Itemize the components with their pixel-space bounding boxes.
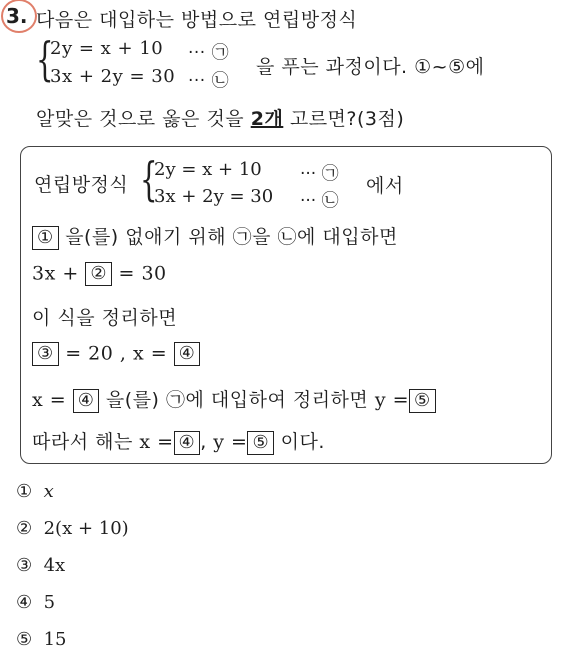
box-equation-2: 3x + 2y = 30 [154,186,274,207]
box-equation-1-mark: ··· ㉠ [300,164,339,184]
option-3[interactable] [16,555,65,576]
box-row6-pre: x = [32,389,67,411]
box-row5-mid: = 20 , x = [65,342,168,365]
question-line-1: 다음은 대입하는 방법으로 연립방정식 [36,9,358,31]
box-row1-post: 에서 [366,175,404,197]
blank-4-final: ④ [174,431,201,455]
box-equation-1: 2y = x + 10 [154,159,262,180]
box-row1-pre: 연립방정식 [34,174,129,196]
option-4[interactable] [16,592,55,613]
option-5-label: ⑤ [16,629,33,650]
box-row2-text: 을(를) 없애기 위해 ㉠을 ㉡에 대입하면 [65,226,398,248]
box-row6 [32,385,436,413]
option-2-label: ② [16,518,33,539]
box-row6-mid: 을(를) ㉠에 대입하여 정리하면 [105,389,369,411]
blank-2: ② [85,262,112,286]
box-row4: 이 식을 정리하면 [32,307,178,329]
equation-2: 3x + 2y = 30 [50,66,176,87]
equation-1: 2y = x + 10 [50,38,164,59]
option-5[interactable] [16,629,67,650]
box-system-brace: { [140,152,158,206]
option-4-value: 5 [43,592,56,613]
box-row7-post: 이다. [280,431,325,453]
line3-pre: 알맞은 것으로 옳은 것을 [36,108,245,130]
box-row3 [32,262,167,286]
option-1[interactable] [16,481,54,502]
box-equation-2-mark: ··· ㉡ [300,191,339,211]
question-line-3 [36,104,404,131]
box-row7-pre: 따라서 해는 [32,431,133,453]
option-1-value: x [43,481,54,502]
blank-5-final: ⑤ [247,431,274,455]
box-row2 [32,222,398,250]
line3-post: 고르면?(3점) [289,108,405,130]
option-3-label: ③ [16,555,33,576]
option-5-value: 15 [43,629,67,650]
box-row7-comma: , [200,431,207,453]
answer-count: 2개 [250,108,284,130]
box-row7 [32,427,325,455]
question-line-2-tail: 을 푸는 과정이다. ①~⑤에 [256,56,485,78]
blank-4: ④ [174,342,201,366]
box-row7-y: y = [213,431,248,453]
box-row5 [32,342,200,366]
blank-5: ⑤ [409,389,436,413]
box-row6-y: y = [374,389,410,411]
option-1-label: ① [16,481,33,502]
box-row3-pre: 3x + [32,262,79,285]
option-2[interactable] [16,518,129,539]
question-number: 3. [6,4,28,28]
option-3-value: 4x [43,555,66,576]
blank-3: ③ [32,342,59,366]
option-2-value: 2(x + 10) [43,518,129,539]
equation-1-mark: ··· ㉠ [188,43,230,63]
blank-1: ① [32,226,59,250]
blank-4-again: ④ [73,389,100,413]
system-brace: { [36,32,54,86]
equation-2-mark: ··· ㉡ [188,71,230,91]
box-row7-x: x = [139,431,174,453]
box-row3-post: = 30 [118,262,167,285]
option-4-label: ④ [16,592,33,613]
